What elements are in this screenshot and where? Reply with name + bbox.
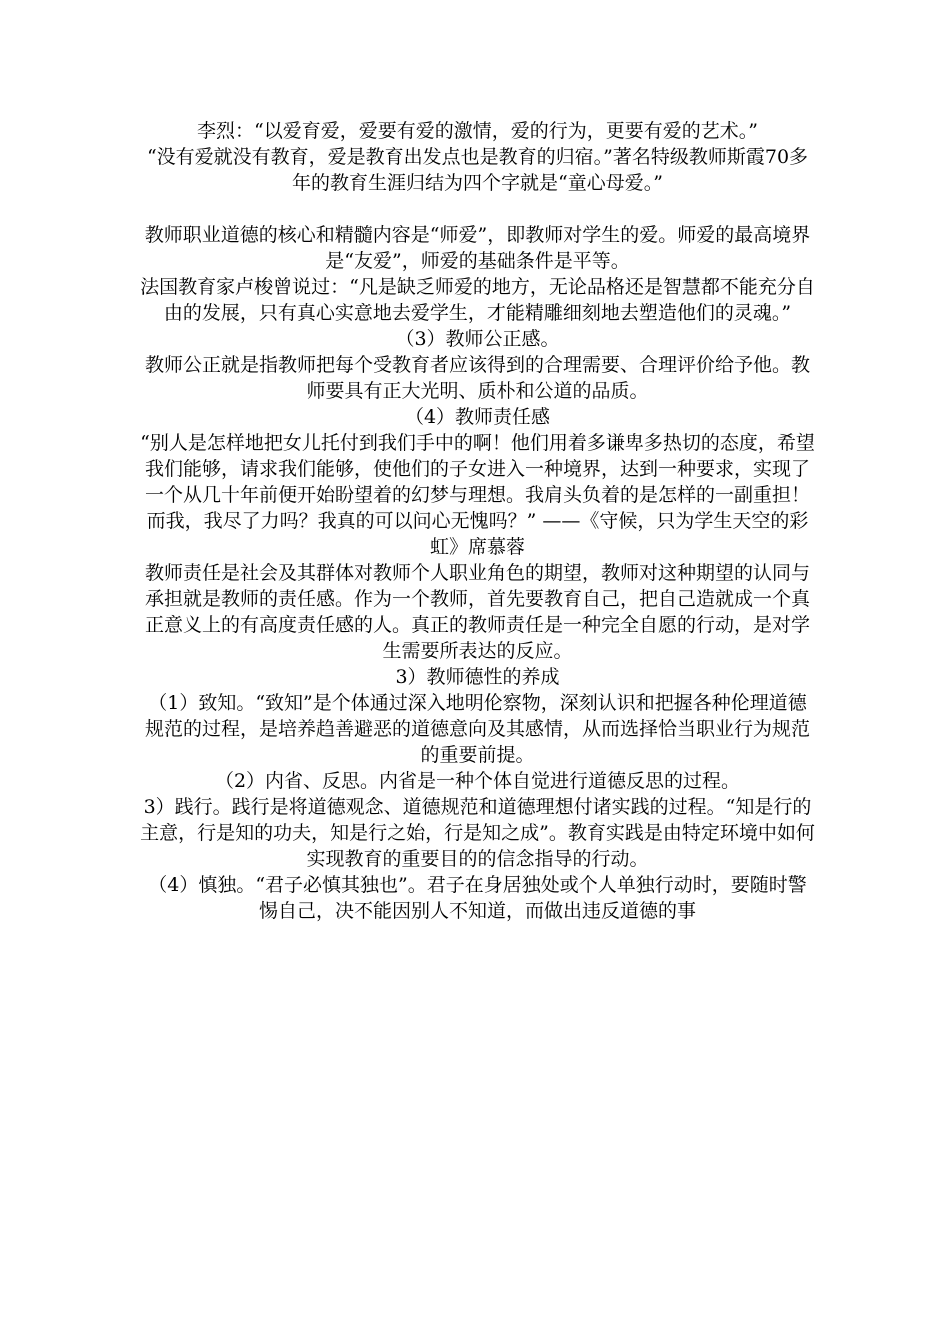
paragraph-spacer [140,196,815,222]
paragraph-quote-rousseau: 法国教育家卢梭曾说过：“凡是缺乏师爱的地方，无论品格还是智慧都不能充分自由的发展，只有真心实意地去爱学生，才能精雕细刻地去塑造他们的灵魂。” [140,276,815,324]
paragraph-quote-si-xia: “没有爱就没有教育，爱是教育出发点也是教育的归宿。”著名特级教师斯霞70多年的教育生涯归结为四个字就是“童心母爱。” [146,146,809,194]
paragraph-practice: 3）践行。践行是将道德观念、道德规范和道德理想付诸实践的过程。“知是行的主意，行是知的功夫，知是行之始，行是知之成”。教育实践是由特定环境中如何实现教育的重要目的的信念指导的行动。 [140,796,815,870]
section-heading-virtue-cultivation: 3）教师德性的养成 [395,666,560,688]
paragraph-quote-xi-murong: “别人是怎样地把女儿托付到我们手中的啊！他们用着多谦卑多热切的态度，希望我们能够，请求我们能够，使他们的子女进入一种境界，达到一种要求，实现了一个从几十年前便开始盼望着的幻梦与理想。我肩头负着的是怎样的一副重担！而我，我尽了力吗？我真的可以问心无愧吗？” ——《守候，只为学生天空的彩虹》席慕蓉 [140,432,815,558]
paragraph-quote-li-lie: 李烈：“以爱育爱，爱要有爱的激情，爱的行为，更要有爱的艺术。” [197,120,758,142]
paragraph-teacher-fairness: 教师公正就是指教师把每个受教育者应该得到的合理需要、合理评价给予他。教师要具有正大光明、质朴和公道的品质。 [144,354,810,402]
paragraph-teacher-love-core: 教师职业道德的核心和精髓内容是“师爱”，即教师对学生的爱。师爱的最高境界是“友爱”，师爱的基础条件是平等。 [144,224,811,272]
document-page [140,118,815,924]
section-heading-responsibility: （4）教师责任感 [404,406,551,428]
section-heading-fairness: （3）教师公正感。 [395,328,560,350]
paragraph-teacher-responsibility: 教师责任是社会及其群体对教师个人职业角色的期望，教师对这种期望的认同与承担就是教师的责任感。作为一个教师，首先要教育自己，把自己造就成一个真正意义上的有高度责任感的人。真正的教师责任是一种完全自愿的行动，是对学生需要所表达的反应。 [144,562,810,662]
paragraph-shendu: （4）慎独。“君子必慎其独也”。君子在身居独处或个人单独行动时，要随时警惕自己，决不能因别人不知道，而做出违反道德的事 [148,874,807,922]
paragraph-introspection: （2）内省、反思。内省是一种个体自觉进行道德反思的过程。 [214,770,741,792]
paragraph-zhizhi: （1）致知。“致知”是个体通过深入地明伦察物，深刻认识和把握各种伦理道德规范的过程，是培养趋善避恶的道德意向及其感情，从而选择恰当职业行为规范的重要前提。 [144,692,810,766]
